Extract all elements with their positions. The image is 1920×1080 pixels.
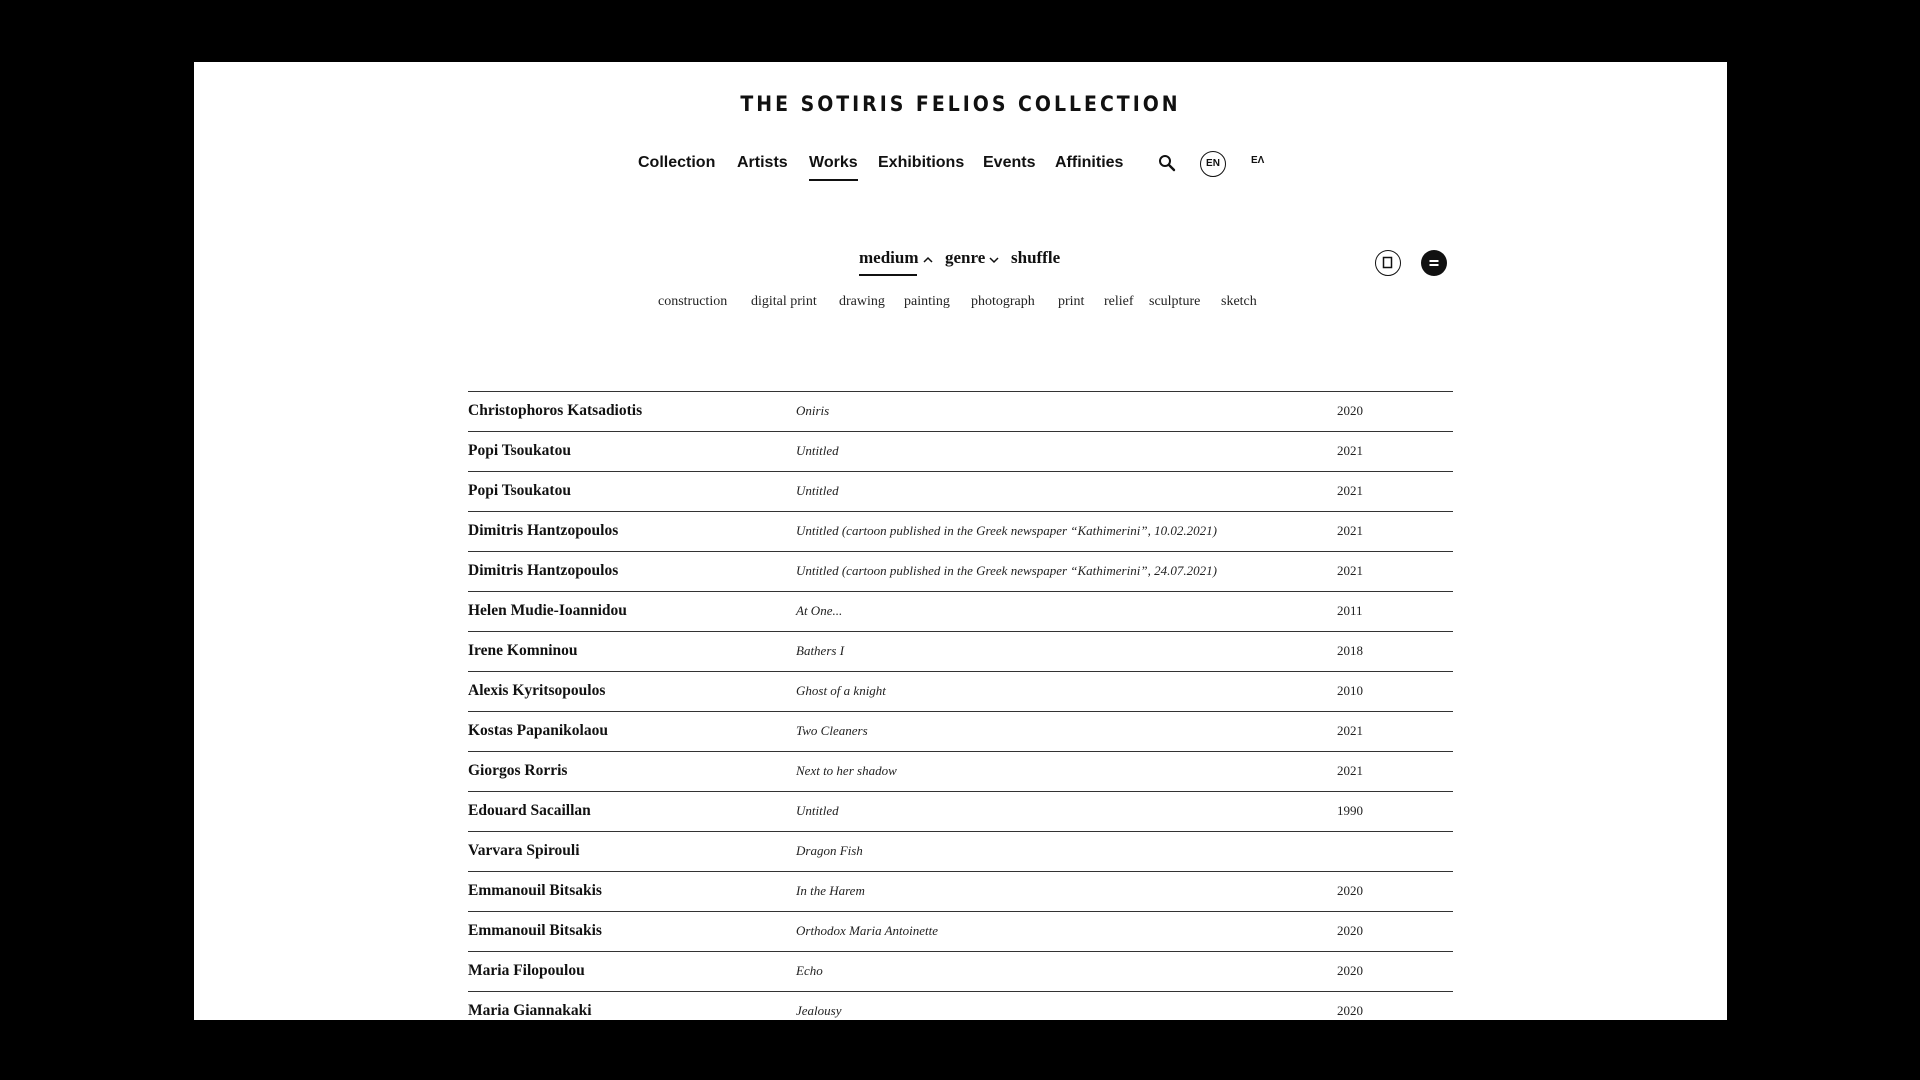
artist-name[interactable]: Irene Komninou	[468, 642, 578, 659]
work-title[interactable]: At One...	[796, 603, 843, 618]
list-view-icon[interactable]	[1421, 250, 1447, 276]
artist-name[interactable]: Dimitris Hantzopoulos	[468, 522, 619, 539]
artist-name[interactable]: Giorgos Rorris	[468, 762, 568, 779]
chevron-down-icon	[989, 249, 999, 269]
work-year: 2018	[1337, 643, 1363, 658]
table-row[interactable]	[468, 472, 1453, 512]
work-title[interactable]: Untitled	[796, 443, 839, 458]
medium-photograph[interactable]: photograph	[971, 294, 1035, 309]
work-title[interactable]: Two Cleaners	[796, 723, 868, 738]
table-row[interactable]	[468, 792, 1453, 832]
medium-print[interactable]: print	[1058, 294, 1085, 309]
work-year: 2020	[1337, 963, 1363, 978]
artist-name[interactable]: Emmanouil Bitsakis	[468, 882, 602, 899]
nav-artists[interactable]: Artists	[737, 154, 788, 171]
filter-tabs	[194, 248, 1727, 278]
table-row[interactable]	[468, 832, 1453, 872]
chevron-up-icon	[923, 249, 933, 269]
main-nav	[194, 154, 1727, 184]
table-row[interactable]	[468, 512, 1453, 552]
table-row[interactable]	[468, 712, 1453, 752]
table-row[interactable]	[468, 672, 1453, 712]
table-row[interactable]	[468, 912, 1453, 952]
tab-medium-label: medium	[859, 248, 919, 267]
medium-relief[interactable]: relief	[1104, 294, 1134, 309]
artist-name[interactable]: Edouard Sacaillan	[468, 802, 591, 819]
work-title[interactable]: Echo	[796, 963, 823, 978]
work-title[interactable]: Jealousy	[796, 1003, 842, 1018]
medium-sculpture[interactable]: sculpture	[1149, 294, 1201, 309]
work-year: 2011	[1337, 603, 1363, 618]
tab-genre[interactable]	[945, 248, 999, 269]
work-title[interactable]: Next to her shadow	[796, 763, 897, 778]
grid-view-icon[interactable]	[1375, 250, 1401, 276]
table-row[interactable]	[468, 992, 1453, 1020]
works-table	[468, 391, 1453, 1020]
medium-drawing[interactable]: drawing	[839, 294, 885, 309]
work-title[interactable]: Orthodox Maria Antoinette	[796, 923, 939, 938]
table-row[interactable]	[468, 632, 1453, 672]
work-title[interactable]: Untitled	[796, 483, 839, 498]
work-title[interactable]: Untitled (cartoon published in the Greek newspaper “Kathimerini”, 24.07.2021)	[796, 563, 1217, 578]
work-year: 1990	[1337, 803, 1363, 818]
nav-collection[interactable]: Collection	[638, 154, 716, 171]
work-year: 2021	[1337, 443, 1363, 458]
artist-name[interactable]: Maria Giannakaki	[468, 1002, 592, 1019]
medium-filter-list	[194, 294, 1727, 318]
table-row[interactable]	[468, 592, 1453, 632]
artist-name[interactable]: Popi Tsoukatou	[468, 482, 571, 499]
nav-works[interactable]: Works	[809, 154, 858, 171]
medium-sketch[interactable]: sketch	[1221, 294, 1257, 309]
work-title[interactable]: Bathers I	[796, 643, 845, 658]
artist-name[interactable]: Varvara Spirouli	[468, 842, 580, 859]
nav-affinities[interactable]: Affinities	[1055, 154, 1124, 171]
artist-name[interactable]: Maria Filopoulou	[468, 962, 585, 979]
medium-painting[interactable]: painting	[904, 294, 950, 309]
language-el-button[interactable]: ΕΛ	[1251, 155, 1265, 166]
work-year: 2021	[1337, 483, 1363, 498]
artist-name[interactable]: Kostas Papanikolaou	[468, 722, 608, 739]
search-icon[interactable]	[1158, 154, 1180, 176]
artist-name[interactable]: Helen Mudie-Ioannidou	[468, 602, 627, 619]
site-title[interactable]: THE SOTIRIS FELIOS COLLECTION	[740, 92, 1181, 116]
work-year: 2021	[1337, 563, 1363, 578]
work-year: 2010	[1337, 683, 1363, 698]
tab-genre-label: genre	[945, 248, 986, 267]
work-title[interactable]: Dragon Fish	[796, 843, 863, 858]
work-year: 2020	[1337, 1003, 1363, 1018]
medium-digital-print[interactable]: digital print	[751, 294, 817, 309]
work-year: 2020	[1337, 923, 1363, 938]
work-year: 2021	[1337, 763, 1363, 778]
work-year: 2021	[1337, 723, 1363, 738]
work-year: 2020	[1337, 403, 1363, 418]
table-row[interactable]	[468, 752, 1453, 792]
artist-name[interactable]: Dimitris Hantzopoulos	[468, 562, 619, 579]
table-row[interactable]	[468, 952, 1453, 992]
work-title[interactable]: Ghost of a knight	[796, 683, 886, 698]
table-row[interactable]	[468, 872, 1453, 912]
work-year: 2021	[1337, 523, 1363, 538]
work-title[interactable]: Untitled (cartoon published in the Greek newspaper “Kathimerini”, 10.02.2021)	[796, 523, 1217, 538]
tab-shuffle[interactable]: shuffle	[1011, 248, 1061, 267]
artist-name[interactable]: Popi Tsoukatou	[468, 442, 571, 459]
nav-events[interactable]: Events	[983, 154, 1036, 171]
page-frame	[194, 62, 1727, 1020]
nav-exhibitions[interactable]: Exhibitions	[878, 154, 965, 171]
table-row[interactable]	[468, 552, 1453, 592]
table-row[interactable]	[468, 432, 1453, 472]
table-row[interactable]	[468, 392, 1453, 432]
work-title[interactable]: In the Harem	[796, 883, 865, 898]
work-title[interactable]: Oniris	[796, 403, 830, 418]
language-en-button[interactable]: EN	[1200, 151, 1226, 177]
tab-medium[interactable]	[859, 248, 933, 269]
artist-name[interactable]: Emmanouil Bitsakis	[468, 922, 602, 939]
artist-name[interactable]: Christophoros Katsadiotis	[468, 402, 643, 419]
work-year: 2020	[1337, 883, 1363, 898]
medium-construction[interactable]: construction	[658, 294, 728, 309]
work-title[interactable]: Untitled	[796, 803, 839, 818]
artist-name[interactable]: Alexis Kyritsopoulos	[468, 682, 606, 699]
